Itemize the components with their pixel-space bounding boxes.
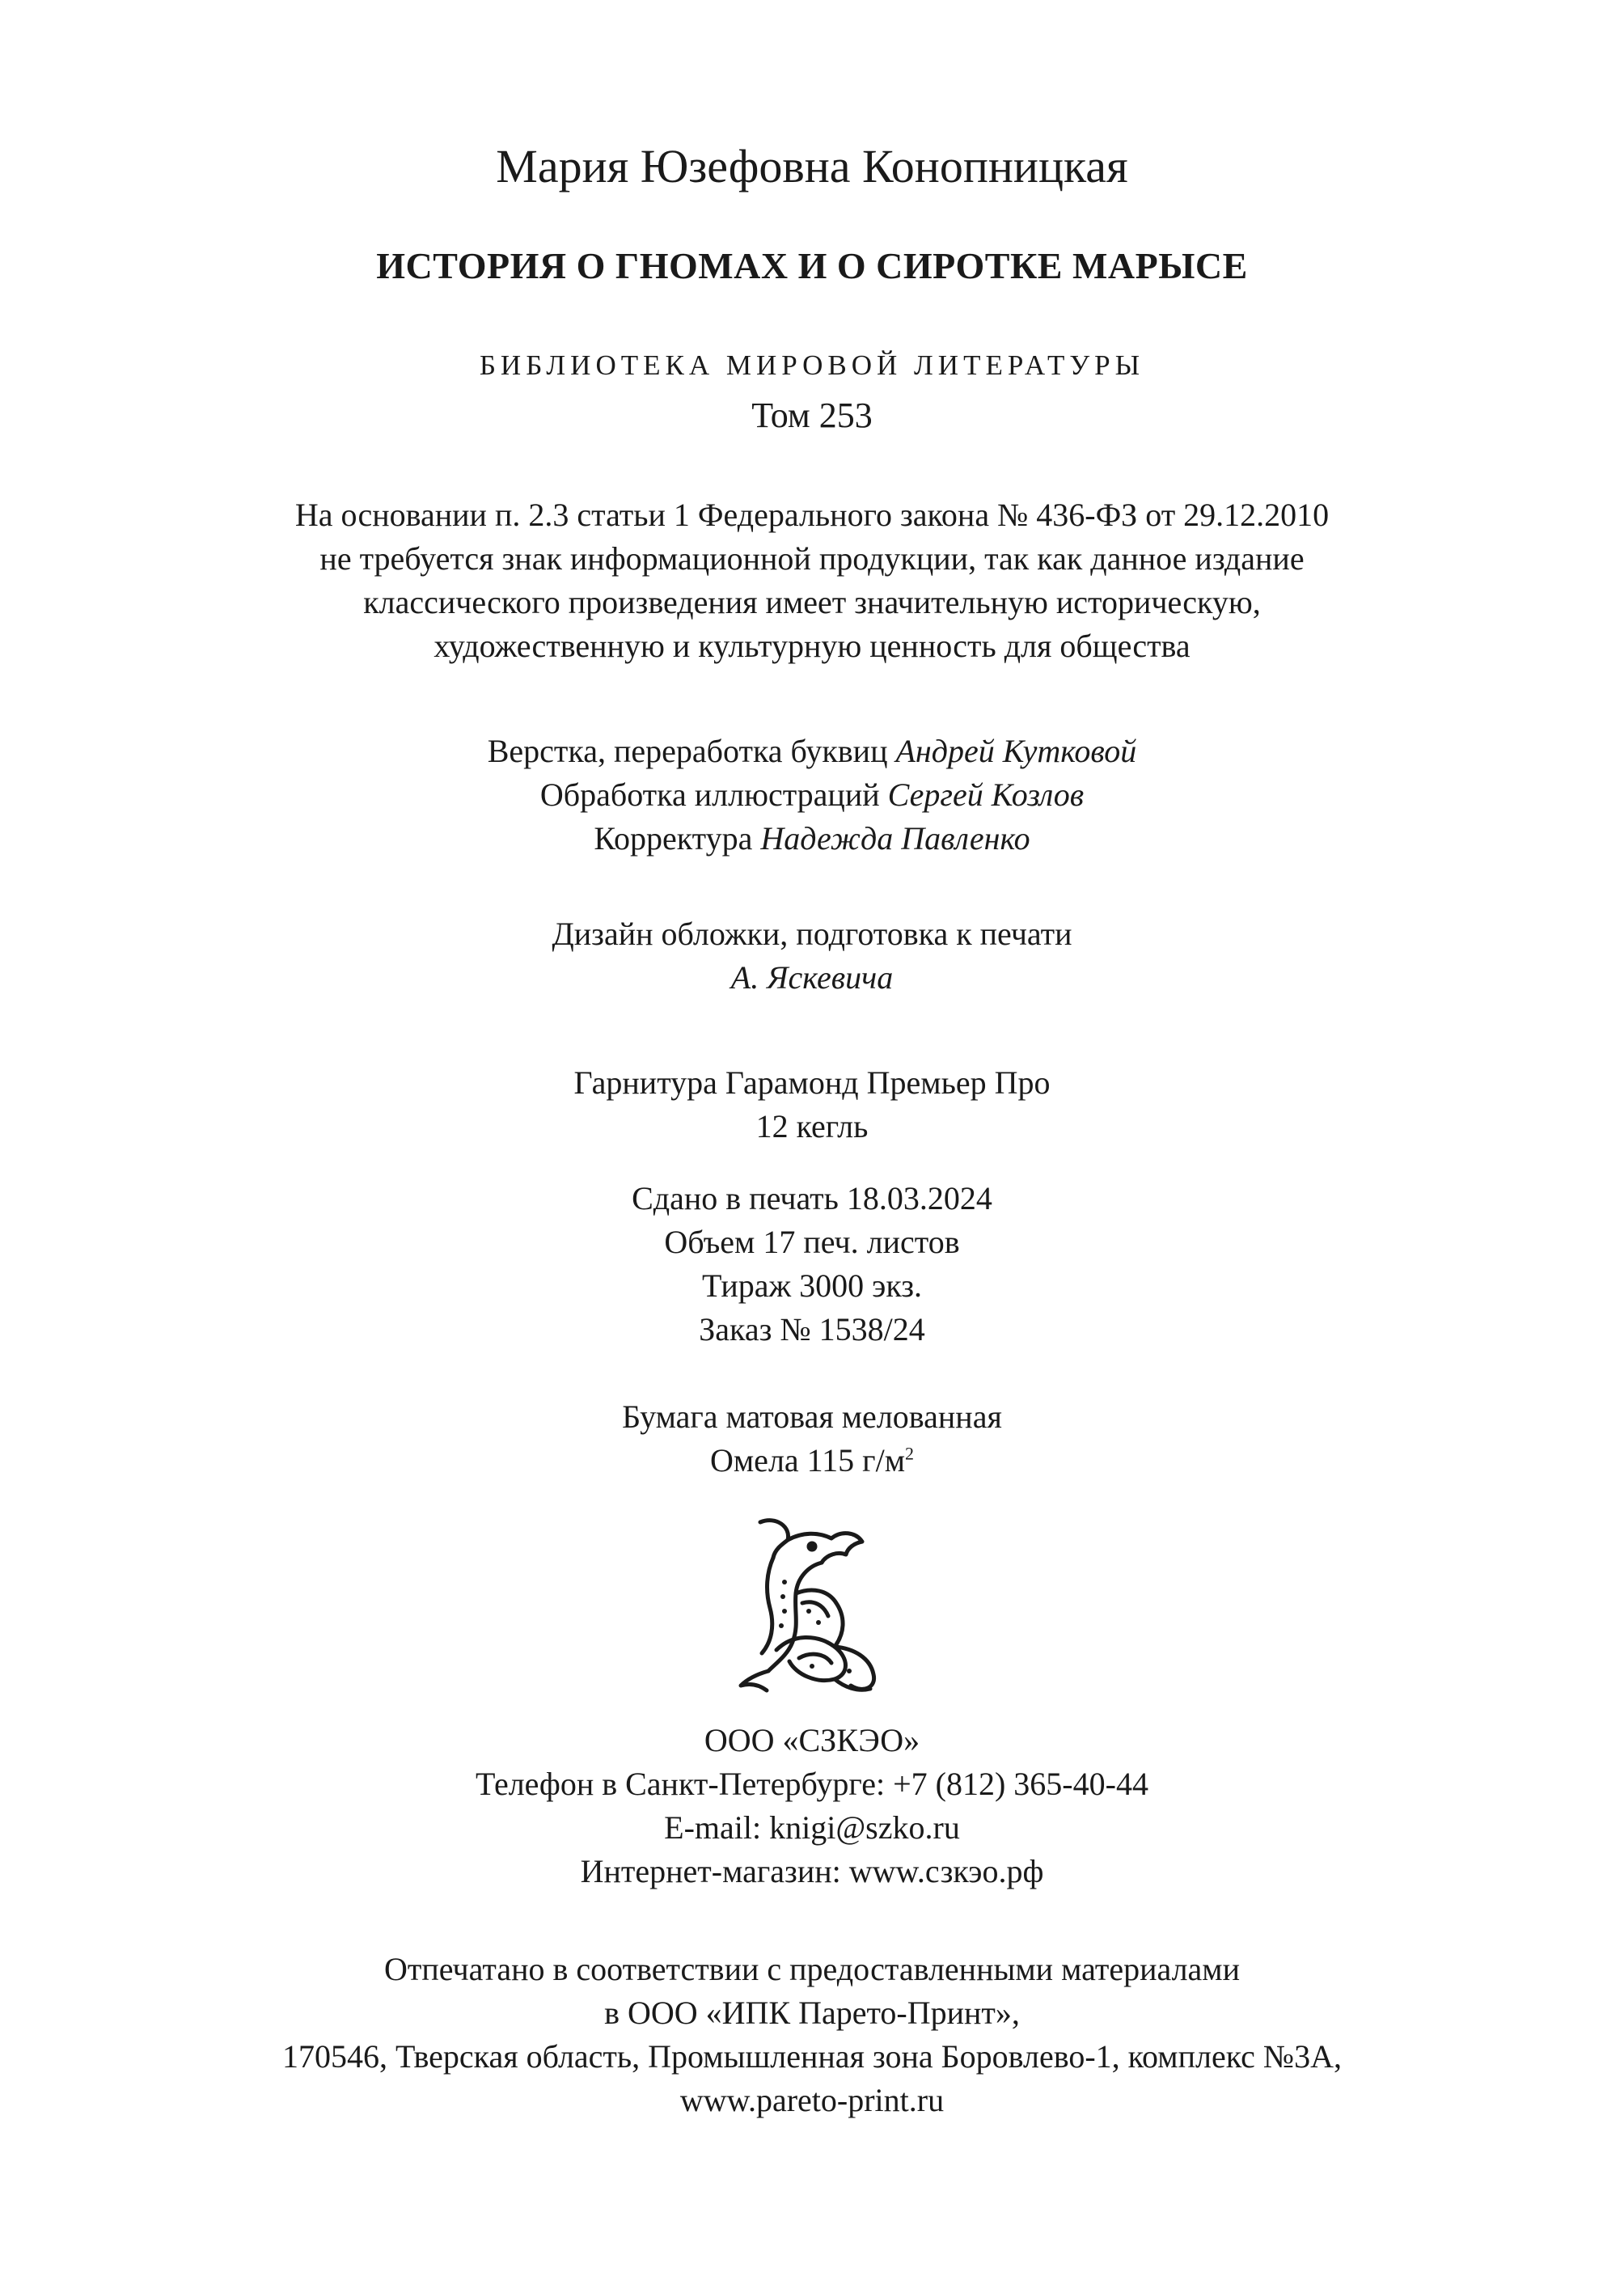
legal-notice-line: классического произведения имеет значительную историческую, (363, 584, 1261, 620)
publisher-phone: Телефон в Санкт-Петербурге: +7 (812) 365-40-44 (476, 1766, 1148, 1802)
typeface-size: 12 кегль (755, 1108, 869, 1144)
paper-type: Бумага матовая мелованная (622, 1398, 1002, 1435)
publisher-info (0, 1719, 1624, 1893)
credit-person: Надежда Павленко (760, 820, 1030, 857)
print-info-line: Заказ № 1538/24 (699, 1311, 925, 1347)
typeface-info (0, 1061, 1624, 1149)
credit-proofreading (0, 817, 1624, 861)
print-info-line: Тираж 3000 экз. (701, 1267, 923, 1304)
printer-line: Отпечатано в соответствии с предоставленными материалами (383, 1951, 1241, 1987)
series-name: БИБЛИОТЕКА МИРОВОЙ ЛИТЕРАТУРЫ (479, 349, 1145, 381)
paper-info (0, 1395, 1624, 1483)
credit-role: Обработка иллюстраций (539, 776, 880, 813)
credit-person: Сергей Козлов (887, 776, 1085, 813)
printer-address: 170546, Тверская область, Промышленная зона Боровлево-1, комплекс №3А, (282, 2038, 1342, 2075)
printer-line: в ООО «ИПК Парето-Принт», (604, 1995, 1020, 2031)
credit-role: Корректура (594, 820, 753, 857)
publisher-email: E-mail: knigi@szko.ru (664, 1809, 960, 1846)
cover-design (0, 912, 1624, 1000)
paper-density: Омела 115 $г/м^2$ (709, 1442, 914, 1479)
credit-person: Андрей Кутковой (895, 733, 1137, 769)
print-info (0, 1177, 1624, 1352)
volume-number: Том 253 (751, 396, 873, 435)
cover-design-person: А. Яскевича (730, 959, 894, 996)
print-info-line: Объем 17 печ. листов (664, 1224, 960, 1260)
typeface-name: Гарнитура Гарамонд Премьер Про (573, 1064, 1051, 1101)
legal-notice-line: На основании п. 2.3 статьи 1 Федерального закона № 436-ФЗ от 29.12.2010 (294, 497, 1330, 533)
credit-illustrations (0, 773, 1624, 817)
dragon-emblem-icon (728, 1512, 898, 1699)
printer-website: www.pareto-print.ru (679, 2082, 945, 2118)
book-title: ИСТОРИЯ О ГНОМАХ И О СИРОТКЕ МАРЫСЕ (376, 245, 1248, 286)
publisher-name: ООО «СЗКЭО» (704, 1722, 920, 1758)
author-name: Мария Юзефовна Конопницкая (496, 140, 1128, 192)
cover-design-role: Дизайн обложки, подготовка к печати (552, 916, 1072, 952)
publisher-shop: Интернет-магазин: www.сзкэо.рф (580, 1853, 1044, 1889)
legal-notice (0, 493, 1624, 668)
credits (0, 730, 1624, 861)
credit-layout (0, 730, 1624, 773)
printer-info (0, 1948, 1624, 2122)
credit-role: Верстка, переработка буквиц (487, 733, 888, 769)
legal-notice-line: художественную и культурную ценность для общества (433, 628, 1191, 664)
legal-notice-line: не требуется знак информационной продукции, так как данное издание (319, 540, 1305, 577)
print-info-line: Сдано в печать 18.03.2024 (632, 1180, 992, 1216)
